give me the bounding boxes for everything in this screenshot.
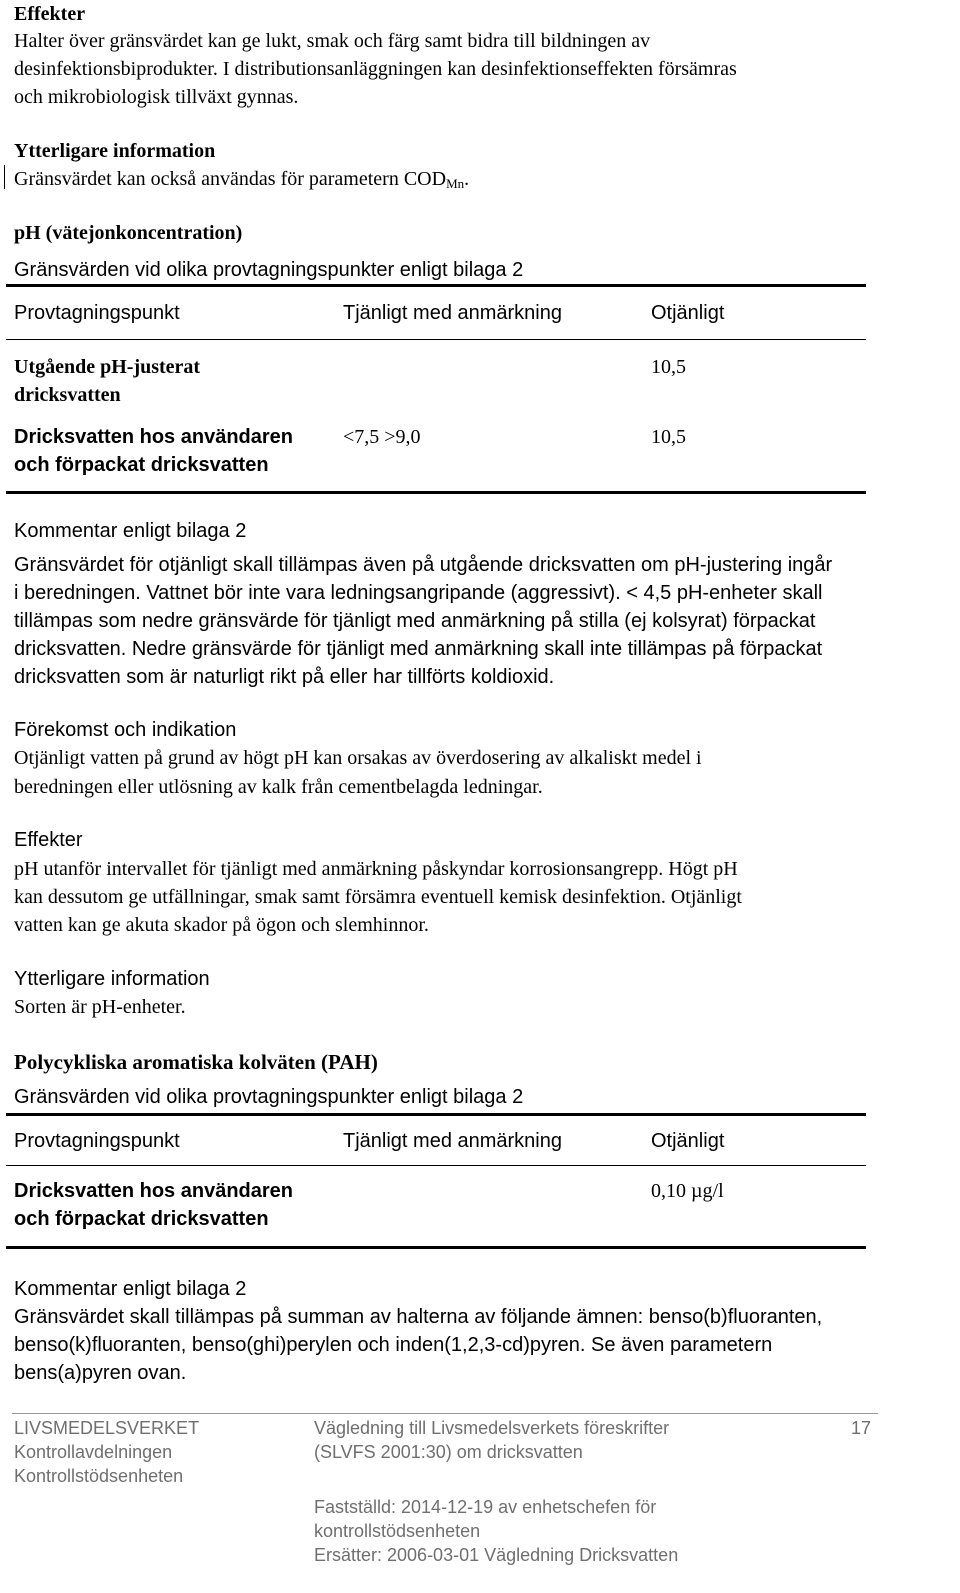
ph-info-heading: Ytterligare information bbox=[14, 968, 210, 990]
ph-effekter-line-3: vatten kan ge akuta skador på ögon och slemhinnor. bbox=[14, 914, 429, 936]
ph-info-text: Sorten är pH-enheter. bbox=[14, 996, 186, 1018]
info-text-top: Gränsvärdet kan också användas för parametern $COD_{Mn}$. bbox=[14, 168, 470, 191]
pah-row1-point-line1: Dricksvatten hos användaren bbox=[14, 1180, 293, 1202]
pah-row1-otjanligt: 0,10 µg/l bbox=[651, 1180, 724, 1202]
footer-doc-title-1: Vägledning till Livsmedelsverkets föreskrifter bbox=[314, 1418, 670, 1438]
footer-established-1: Fastställd: 2014-12-19 av enhetschefen för bbox=[314, 1497, 657, 1517]
pah-kommentar-line-2: benso(k)fluoranten, benso(ghi)perylen och inden(1,2,3-cd)pyren. Se även parametern bbox=[14, 1334, 773, 1356]
ph-col-header-tjanligt: Tjänligt med anmärkning bbox=[343, 302, 562, 324]
pah-subtitle: Gränsvärden vid olika provtagningspunkter enligt bilaga 2 bbox=[14, 1086, 524, 1108]
ph-kommentar-line-1: Gränsvärdet för otjänligt skall tillämpas även på utgående dricksvatten om pH-justering ingår bbox=[14, 554, 833, 576]
page-number: 17 bbox=[851, 1418, 872, 1438]
ph-row1-point-line1: Utgående pH-justerat bbox=[14, 356, 201, 378]
pah-col-header-otjanligt: Otjänligt bbox=[651, 1130, 725, 1152]
effekter-line-3: och mikrobiologisk tillväxt gynnas. bbox=[14, 86, 299, 108]
ph-title: pH (vätejonkoncentration) bbox=[14, 222, 243, 244]
ph-kommentar-line-4: dricksvatten. Nedre gränsvärde för tjänligt med anmärkning skall inte tillämpas på förpackat bbox=[14, 638, 823, 660]
ph-table-bottom-rule bbox=[6, 491, 866, 494]
effekter-line-1: Halter över gränsvärdet kan ge lukt, smak och färg samt bidra till bildningen av bbox=[14, 30, 651, 52]
ph-kommentar-line-5: dricksvatten som är naturligt rikt på eller har tillförts koldioxid. bbox=[14, 666, 555, 688]
ph-forekomst-heading: Förekomst och indikation bbox=[14, 719, 237, 741]
pah-title: Polycykliska aromatiska kolväten (PAH) bbox=[14, 1050, 378, 1074]
ph-table-header-rule bbox=[6, 339, 866, 340]
pah-col-header-tjanligt: Tjänligt med anmärkning bbox=[343, 1130, 562, 1152]
ph-kommentar-heading: Kommentar enligt bilaga 2 bbox=[14, 520, 247, 542]
pah-col-header-point: Provtagningspunkt bbox=[14, 1130, 180, 1152]
ph-row1-point-line2: dricksvatten bbox=[14, 384, 121, 406]
effekter-heading-top: Effekter bbox=[14, 3, 86, 25]
pah-table-header-rule bbox=[6, 1165, 866, 1166]
ph-table-top-rule bbox=[6, 284, 866, 287]
info-heading-top: Ytterligare information bbox=[14, 140, 216, 162]
ph-row2-otjanligt: 10,5 bbox=[651, 426, 686, 448]
footer-established-2: kontrollstödsenheten bbox=[314, 1521, 481, 1541]
footer-org: LIVSMEDELSVERKET bbox=[14, 1418, 200, 1438]
pah-row1-point-line2: och förpackat dricksvatten bbox=[14, 1208, 269, 1230]
ph-row2-tjanligt: <7,5 >9,0 bbox=[343, 426, 421, 448]
ph-effekter-heading: Effekter bbox=[14, 829, 83, 851]
effekter-line-2: desinfektionsbiprodukter. I distributionsanläggningen kan desinfektionseffekten försämras bbox=[14, 58, 737, 80]
pah-table-bottom-rule bbox=[6, 1246, 866, 1249]
footer-replaces: Ersätter: 2006-03-01 Vägledning Dricksvatten bbox=[314, 1545, 679, 1565]
ph-effekter-line-2: kan dessutom ge utfällningar, smak samt försämra eventuell kemisk desinfektion. Otjänligt bbox=[14, 886, 742, 908]
footer-department: Kontrollavdelningen bbox=[14, 1442, 173, 1462]
pah-kommentar-line-3: bens(a)pyren ovan. bbox=[14, 1362, 187, 1384]
ph-col-header-otjanligt: Otjänligt bbox=[651, 302, 725, 324]
ph-forekomst-line-2: beredningen eller utlösning av kalk från cementbelagda ledningar. bbox=[14, 776, 543, 798]
footer-doc-title-2: (SLVFS 2001:30) om dricksvatten bbox=[314, 1442, 583, 1462]
pah-kommentar-heading: Kommentar enligt bilaga 2 bbox=[14, 1278, 247, 1300]
ph-row2-point-line1: Dricksvatten hos användaren bbox=[14, 426, 293, 448]
change-bar bbox=[4, 165, 5, 189]
ph-subtitle: Gränsvärden vid olika provtagningspunkter enligt bilaga 2 bbox=[14, 259, 524, 281]
ph-col-header-point: Provtagningspunkt bbox=[14, 302, 180, 324]
footer-rule bbox=[12, 1413, 878, 1414]
pah-table-top-rule bbox=[6, 1113, 866, 1116]
footer-unit: Kontrollstödsenheten bbox=[14, 1466, 184, 1486]
ph-row1-otjanligt: 10,5 bbox=[651, 356, 686, 378]
ph-effekter-line-1: pH utanför intervallet för tjänligt med anmärkning påskyndar korrosionsangrepp. Högt pH bbox=[14, 858, 738, 880]
ph-kommentar-line-2: i beredningen. Vattnet bör inte vara ledningsangripande (aggressivt). < 4,5 pH-enheter skall bbox=[14, 582, 823, 604]
pah-kommentar-line-1: Gränsvärdet skall tillämpas på summan av halterna av följande ämnen: benso(b)fluoranten, bbox=[14, 1306, 823, 1328]
ph-forekomst-line-1: Otjänligt vatten på grund av högt pH kan orsakas av överdosering av alkaliskt medel i bbox=[14, 747, 702, 769]
ph-row2-point-line2: och förpackat dricksvatten bbox=[14, 454, 269, 476]
ph-kommentar-line-3: tillämpas som nedre gränsvärde för tjänligt med anmärkning på stilla (ej kolsyrat) förpackat bbox=[14, 610, 816, 632]
